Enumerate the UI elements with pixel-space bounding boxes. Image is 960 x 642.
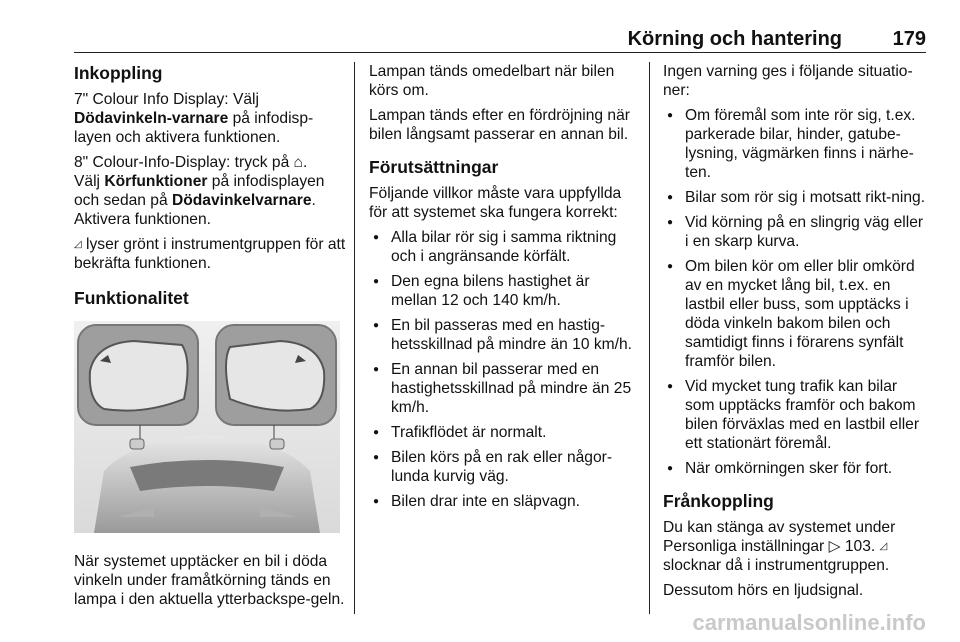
- list-item: ● Om bilen kör om eller blir omkörd av en mycket lång bil, t.ex. en lastbil eller buss, som upptäcks i döda vinkeln bakom bilen och samtidigt finns i förarens synfält framför bilen.: [663, 257, 927, 371]
- list-item: ● Bilen körs på en rak eller någor-lunda kurvig väg.: [369, 448, 635, 486]
- conditions-list: [369, 228, 635, 511]
- column-middle: [369, 62, 635, 517]
- heading-funktionalitet: Funktionalitet: [74, 288, 189, 308]
- list-item: ● Vid körning på en slingrig väg eller i en skarp kurva.: [663, 213, 927, 251]
- mirror-illustration: [74, 321, 340, 533]
- menu-item-reference: Dödavinkelvarnare: [171, 192, 312, 209]
- page-header: [74, 22, 926, 53]
- paragraph: Du kan stänga av systemet under Personliga inställningar ▷ 103. ◿ slocknar då i instrumentgruppen.: [663, 519, 896, 574]
- paragraph: Ingen varning ges i följande situatio-ner:: [663, 63, 913, 99]
- list-item: ● En bil passeras med en hastig-hetsskillnad på mindre än 10 km/h.: [369, 316, 635, 354]
- paragraph: Lampan tänds efter en fördröjning när bilen långsamt passerar en annan bil.: [369, 107, 630, 143]
- heading-frankoppling: Frånkoppling: [663, 491, 774, 511]
- column-divider: [354, 62, 355, 614]
- list-item: ● När omkörningen sker för fort.: [663, 459, 927, 478]
- heading-inkoppling: Inkoppling: [74, 63, 163, 83]
- exceptions-list: [663, 106, 927, 478]
- paragraph: 8" Colour-Info-Display: tryck på ⌂. Välj Körfunktioner på infodisplayen och sedan på Dödavinkelvarnare. Aktivera funktionen.: [74, 154, 325, 228]
- blind-spot-warning-icon: ◿: [879, 541, 888, 552]
- list-item: ● En annan bil passerar med en hastighetsskillnad på mindre än 25 km/h.: [369, 360, 635, 417]
- list-item: ● Om föremål som inte rör sig, t.ex. parkerade bilar, hinder, gatube-lysning, vägmärken finns i närhe-ten.: [663, 106, 927, 182]
- menu-item-reference: Dödavinkeln-varnare: [74, 110, 229, 127]
- list-item: ● Bilar som rör sig i motsatt rikt-ning.: [663, 188, 927, 207]
- list-item: ● Vid mycket tung trafik kan bilar som upptäcks framför och bakom bilen förväxlas med en lastbil eller ett stationärt föremål.: [663, 377, 927, 453]
- section-title: Körning och hantering: [627, 28, 842, 50]
- column-right: [663, 62, 927, 606]
- column-left: [74, 62, 346, 615]
- paragraph: 7" Colour Info Display: Välj Dödavinkeln-varnare på infodisp-layen och aktivera funktionen.: [74, 91, 314, 146]
- list-item: ● Bilen drar inte en släpvagn.: [369, 492, 635, 511]
- page-number: 179: [892, 28, 926, 50]
- column-divider: [649, 62, 650, 614]
- page-reference-link[interactable]: ▷ 103.: [828, 538, 876, 555]
- paragraph: Dessutom hörs en ljudsignal.: [663, 582, 864, 599]
- paragraph: ◿ lyser grönt i instrumentgruppen för att bekräfta funktionen.: [74, 236, 346, 272]
- menu-item-reference: Körfunktioner: [104, 173, 208, 190]
- list-item: ● Den egna bilens hastighet är mellan 12 och 140 km/h.: [369, 272, 635, 310]
- paragraph: När systemet upptäcker en bil i döda vinkeln under framåtkörning tänds en lampa i den aktuella ytterbackspe-geln.: [74, 553, 345, 608]
- list-item: ● Alla bilar rör sig i samma riktning och i angränsande körfält.: [369, 228, 635, 266]
- list-item: ● Trafikflödet är normalt.: [369, 423, 635, 442]
- watermark: carmanualsonline.info: [692, 610, 926, 635]
- blind-spot-warning-icon: ◿: [74, 239, 82, 250]
- paragraph: Lampan tänds omedelbart när bilen körs om.: [369, 63, 615, 99]
- paragraph: Följande villkor måste vara uppfyllda för att systemet ska fungera korrekt:: [369, 185, 622, 221]
- heading-forutsattningar: Förutsättningar: [369, 157, 499, 177]
